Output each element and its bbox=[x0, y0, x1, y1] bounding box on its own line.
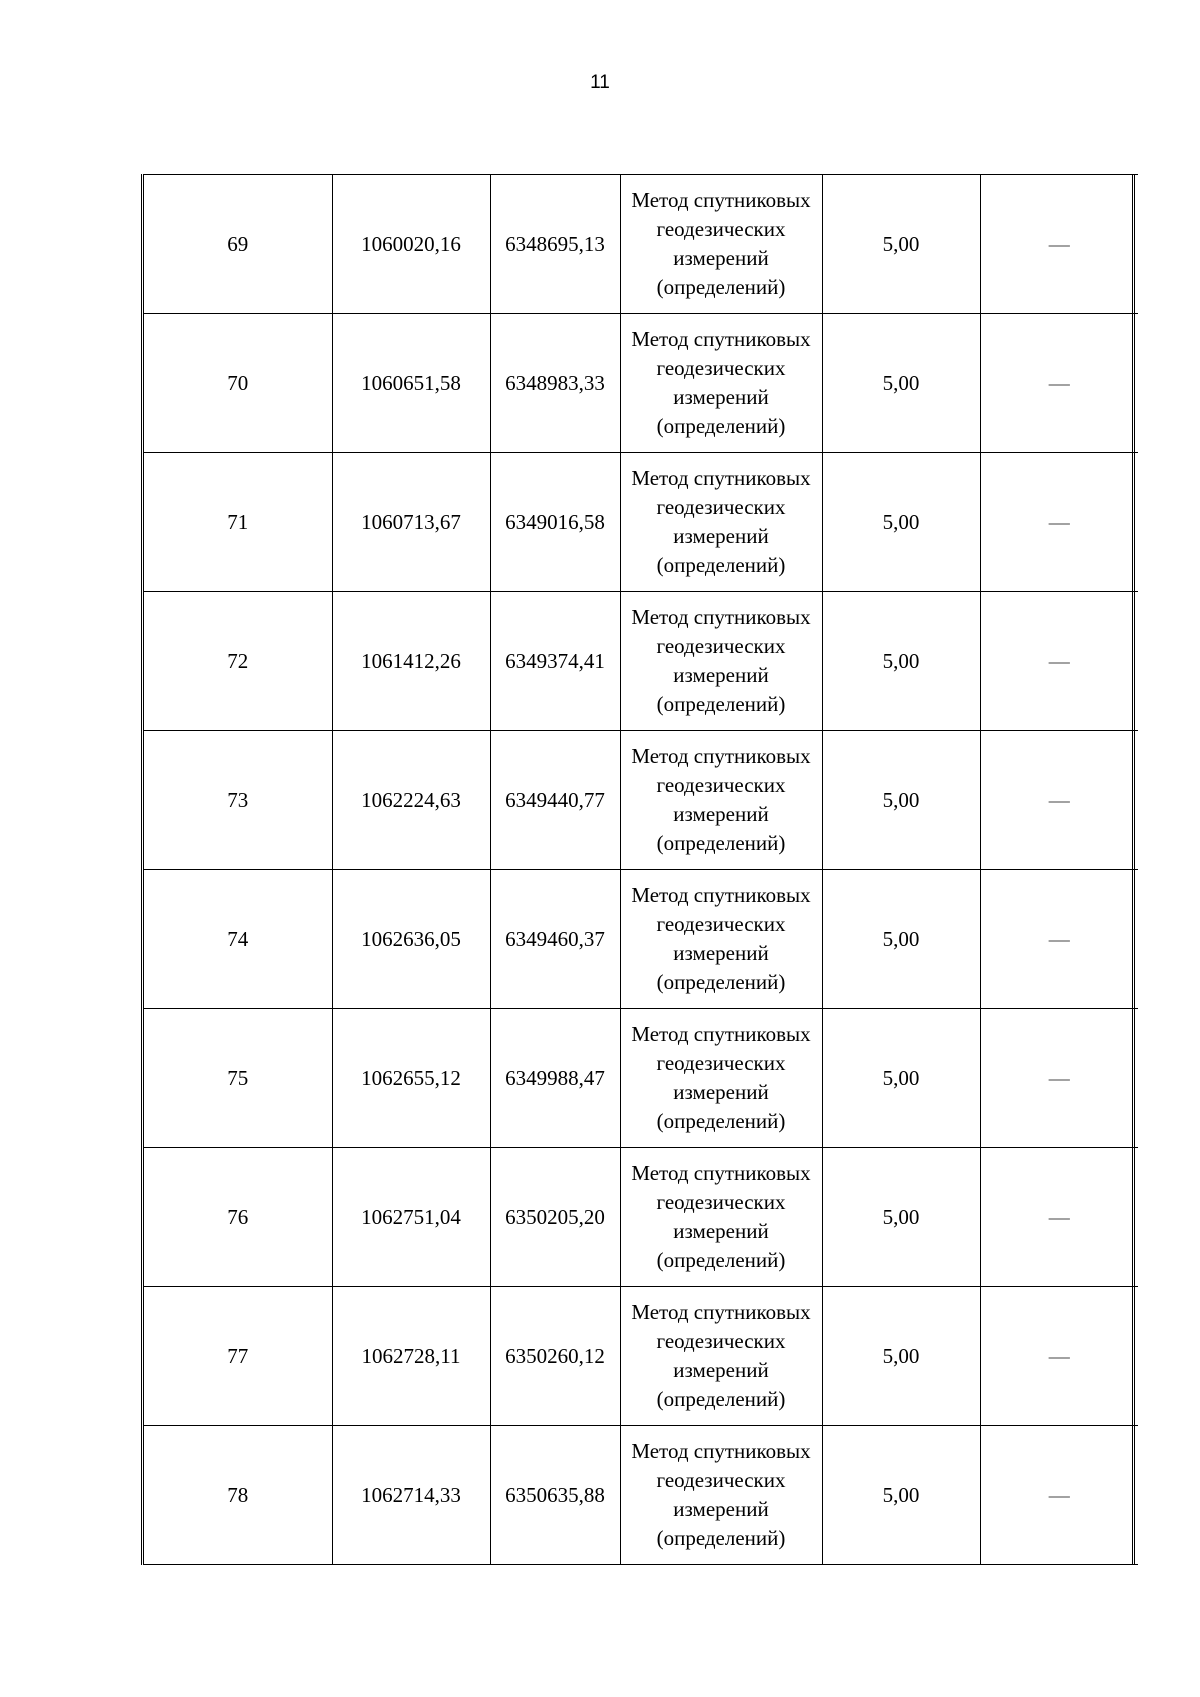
x-coordinate-cell: 1062224,63 bbox=[332, 731, 490, 870]
y-coordinate-cell: 6350260,12 bbox=[490, 1287, 620, 1426]
table-row bbox=[144, 731, 1138, 870]
x-coordinate-cell: 1060020,16 bbox=[332, 175, 490, 314]
table-row bbox=[144, 453, 1138, 592]
method-cell: Метод спутниковых геодезических измерений (определений) bbox=[620, 1009, 822, 1148]
table-row bbox=[144, 592, 1138, 731]
y-coordinate-cell: 6348983,33 bbox=[490, 314, 620, 453]
table-row bbox=[144, 870, 1138, 1009]
method-cell: Метод спутниковых геодезических измерений (определений) bbox=[620, 731, 822, 870]
y-coordinate-cell: 6349988,47 bbox=[490, 1009, 620, 1148]
accuracy-cell: 5,00 bbox=[822, 175, 980, 314]
point-number-cell: 75 bbox=[144, 1009, 332, 1148]
point-number-cell: 74 bbox=[144, 870, 332, 1009]
table-body bbox=[144, 175, 1138, 1565]
accuracy-cell: 5,00 bbox=[822, 314, 980, 453]
point-number-cell: 69 bbox=[144, 175, 332, 314]
point-number-cell: 73 bbox=[144, 731, 332, 870]
em-dash: — bbox=[1048, 1204, 1070, 1229]
method-cell: Метод спутниковых геодезических измерений (определений) bbox=[620, 1148, 822, 1287]
note-cell bbox=[980, 1287, 1138, 1426]
method-cell: Метод спутниковых геодезических измерений (определений) bbox=[620, 314, 822, 453]
x-coordinate-cell: 1060713,67 bbox=[332, 453, 490, 592]
method-cell: Метод спутниковых геодезических измерений (определений) bbox=[620, 870, 822, 1009]
table-row bbox=[144, 1426, 1138, 1565]
y-coordinate-cell: 6348695,13 bbox=[490, 175, 620, 314]
note-cell bbox=[980, 1009, 1138, 1148]
point-number-cell: 72 bbox=[144, 592, 332, 731]
y-coordinate-cell: 6349460,37 bbox=[490, 870, 620, 1009]
accuracy-cell: 5,00 bbox=[822, 1426, 980, 1565]
note-cell bbox=[980, 175, 1138, 314]
note-cell bbox=[980, 1148, 1138, 1287]
x-coordinate-cell: 1060651,58 bbox=[332, 314, 490, 453]
em-dash: — bbox=[1048, 1482, 1070, 1507]
accuracy-cell: 5,00 bbox=[822, 731, 980, 870]
em-dash: — bbox=[1048, 509, 1070, 534]
accuracy-cell: 5,00 bbox=[822, 870, 980, 1009]
page-number: 11 bbox=[590, 72, 610, 93]
y-coordinate-cell: 6349016,58 bbox=[490, 453, 620, 592]
x-coordinate-cell: 1062636,05 bbox=[332, 870, 490, 1009]
y-coordinate-cell: 6350635,88 bbox=[490, 1426, 620, 1565]
em-dash: — bbox=[1048, 926, 1070, 951]
table-row bbox=[144, 1287, 1138, 1426]
em-dash: — bbox=[1048, 231, 1070, 256]
method-cell: Метод спутниковых геодезических измерений (определений) bbox=[620, 175, 822, 314]
x-coordinate-cell: 1062751,04 bbox=[332, 1148, 490, 1287]
table-row bbox=[144, 1009, 1138, 1148]
note-cell bbox=[980, 731, 1138, 870]
em-dash: — bbox=[1048, 1343, 1070, 1368]
note-cell bbox=[980, 870, 1138, 1009]
point-number-cell: 78 bbox=[144, 1426, 332, 1565]
y-coordinate-cell: 6349440,77 bbox=[490, 731, 620, 870]
em-dash: — bbox=[1048, 370, 1070, 395]
em-dash: — bbox=[1048, 787, 1070, 812]
y-coordinate-cell: 6350205,20 bbox=[490, 1148, 620, 1287]
em-dash: — bbox=[1048, 1065, 1070, 1090]
accuracy-cell: 5,00 bbox=[822, 453, 980, 592]
method-cell: Метод спутниковых геодезических измерений (определений) bbox=[620, 1426, 822, 1565]
y-coordinate-cell: 6349374,41 bbox=[490, 592, 620, 731]
x-coordinate-cell: 1062714,33 bbox=[332, 1426, 490, 1565]
point-number-cell: 77 bbox=[144, 1287, 332, 1426]
method-cell: Метод спутниковых геодезических измерений (определений) bbox=[620, 453, 822, 592]
point-number-cell: 71 bbox=[144, 453, 332, 592]
method-cell: Метод спутниковых геодезических измерений (определений) bbox=[620, 1287, 822, 1426]
note-cell bbox=[980, 1426, 1138, 1565]
accuracy-cell: 5,00 bbox=[822, 1009, 980, 1148]
point-number-cell: 70 bbox=[144, 314, 332, 453]
x-coordinate-cell: 1061412,26 bbox=[332, 592, 490, 731]
method-cell: Метод спутниковых геодезических измерений (определений) bbox=[620, 592, 822, 731]
table-row bbox=[144, 175, 1138, 314]
table-row bbox=[144, 314, 1138, 453]
coordinates-table bbox=[144, 174, 1138, 1565]
note-cell bbox=[980, 314, 1138, 453]
point-number-cell: 76 bbox=[144, 1148, 332, 1287]
x-coordinate-cell: 1062728,11 bbox=[332, 1287, 490, 1426]
accuracy-cell: 5,00 bbox=[822, 592, 980, 731]
accuracy-cell: 5,00 bbox=[822, 1148, 980, 1287]
x-coordinate-cell: 1062655,12 bbox=[332, 1009, 490, 1148]
em-dash: — bbox=[1048, 648, 1070, 673]
coordinates-table-wrapper bbox=[141, 174, 1135, 1565]
accuracy-cell: 5,00 bbox=[822, 1287, 980, 1426]
table-row bbox=[144, 1148, 1138, 1287]
note-cell bbox=[980, 592, 1138, 731]
note-cell bbox=[980, 453, 1138, 592]
